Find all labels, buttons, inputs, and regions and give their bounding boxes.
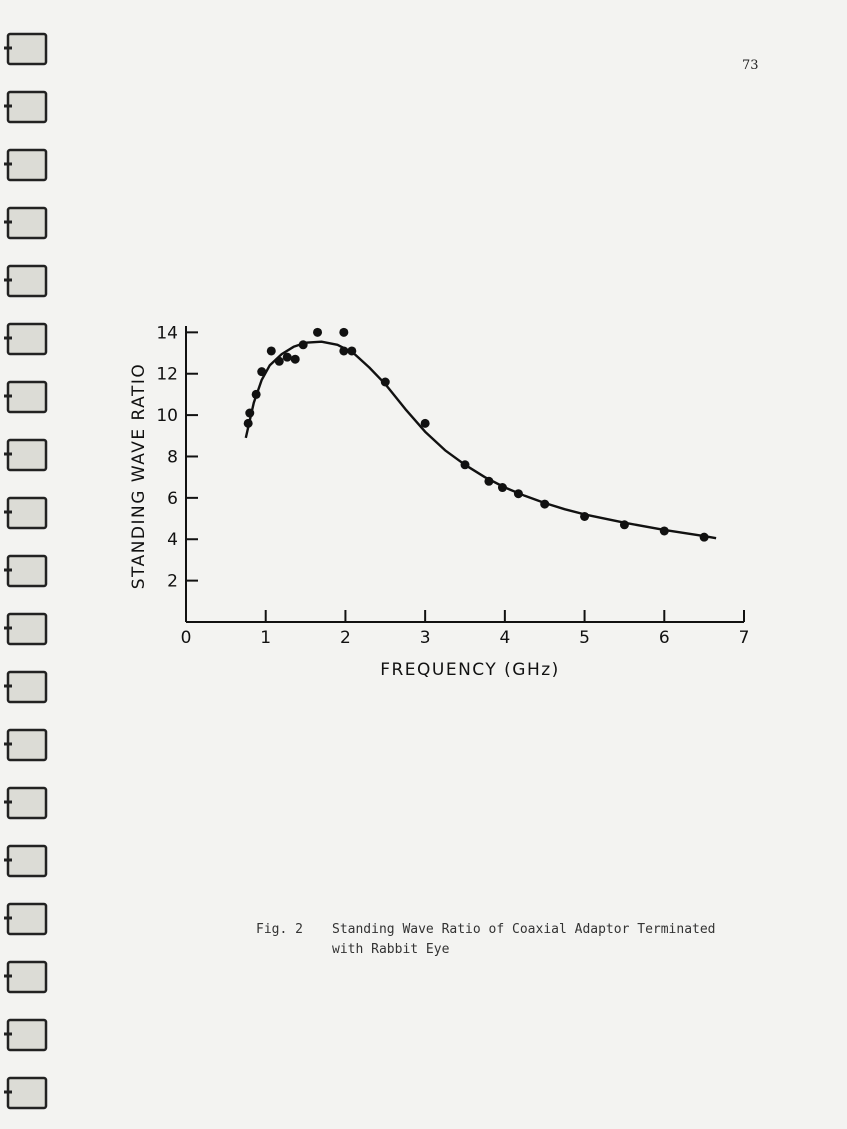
y-tick-label: 4 — [167, 530, 178, 551]
data-point — [257, 367, 266, 376]
data-point — [540, 500, 549, 509]
data-point — [660, 526, 669, 535]
caption-line-1: Standing Wave Ratio of Coaxial Adaptor Terminated — [332, 922, 716, 937]
y-tick-label: 12 — [156, 364, 178, 385]
data-point — [313, 328, 322, 337]
x-axis-title: FREQUENCY (GHz) — [380, 660, 560, 680]
y-tick-label: 10 — [156, 406, 178, 427]
data-point — [620, 520, 629, 529]
data-point — [291, 355, 300, 364]
x-tick-label: 0 — [180, 628, 192, 648]
data-point — [275, 357, 284, 366]
data-point — [498, 483, 507, 492]
data-point — [700, 533, 709, 542]
x-tick-label: 4 — [499, 628, 511, 648]
data-point — [347, 346, 356, 355]
data-point — [339, 328, 348, 337]
x-tick-label: 5 — [579, 628, 590, 648]
page-number: 73 — [742, 58, 759, 73]
data-point — [381, 378, 390, 387]
figure-caption — [256, 920, 776, 960]
x-tick-label: 6 — [658, 628, 670, 648]
chart-axes — [186, 326, 744, 622]
y-tick-label: 6 — [167, 488, 178, 509]
data-point — [244, 419, 253, 428]
x-tick-label: 3 — [419, 628, 431, 648]
data-point — [299, 340, 308, 349]
data-point — [514, 489, 523, 498]
y-tick-label: 2 — [167, 571, 178, 592]
y-axis-title: STANDING WAVE RATIO — [129, 362, 149, 590]
data-point — [484, 477, 493, 486]
y-tick-label: 14 — [156, 323, 178, 344]
caption-line-2: with Rabbit Eye — [332, 942, 450, 957]
data-point — [245, 409, 254, 418]
x-tick-label: 7 — [738, 628, 750, 648]
data-point — [421, 419, 430, 428]
fit-curve — [246, 342, 716, 539]
data-point — [252, 390, 261, 399]
data-point — [580, 512, 589, 521]
data-point — [267, 346, 276, 355]
data-points-group — [244, 328, 709, 542]
data-point — [339, 346, 348, 355]
x-tick-labels — [181, 628, 750, 648]
figure-label: Fig. 2 — [256, 922, 303, 937]
y-tick-labels — [156, 323, 178, 591]
data-point — [461, 460, 470, 469]
data-point — [283, 353, 292, 362]
x-tick-label: 2 — [340, 628, 351, 648]
fit-curve-group — [246, 342, 716, 539]
x-tick-label: 1 — [260, 628, 272, 648]
y-tick-label: 8 — [167, 447, 178, 468]
